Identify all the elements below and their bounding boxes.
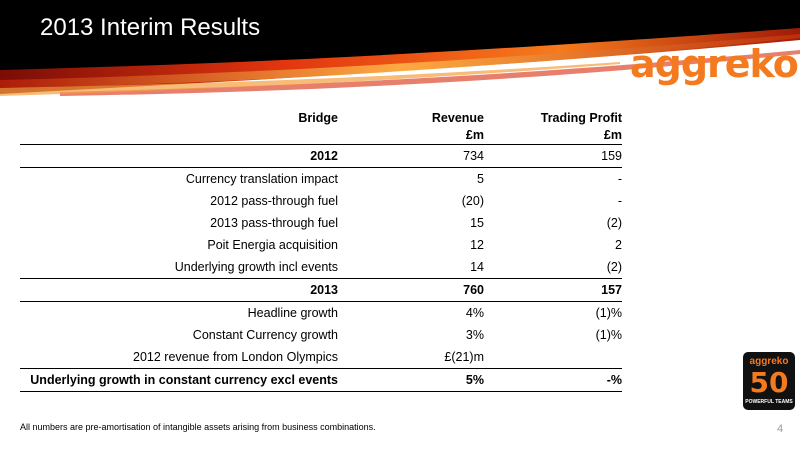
row-label: 2012 revenue from London Olympics <box>133 350 338 364</box>
row-label: 2012 pass-through fuel <box>210 194 338 208</box>
table-row <box>20 256 622 279</box>
anniversary-badge <box>743 352 795 410</box>
row-label: Underlying growth in constant currency excl events <box>20 369 344 392</box>
row-profit: (1)% <box>595 306 622 320</box>
row-revenue: 5% <box>344 369 484 392</box>
table-row <box>20 212 622 234</box>
row-label: Currency translation impact <box>185 172 338 186</box>
row-revenue: 734 <box>344 145 484 168</box>
table-row <box>20 190 622 212</box>
row-label: Constant Currency growth <box>192 328 338 342</box>
row-profit: (1)% <box>595 328 622 342</box>
row-revenue: 12 <box>470 238 484 252</box>
row-profit <box>484 346 622 369</box>
row-profit: (2) <box>606 260 622 274</box>
table-row <box>20 168 622 191</box>
row-profit: (2) <box>606 216 622 230</box>
header-revenue-label: Revenue <box>431 111 484 125</box>
header-banner <box>0 0 800 108</box>
row-revenue: 5 <box>477 172 484 186</box>
row-revenue: 4% <box>465 306 484 320</box>
row-profit: - <box>617 194 622 208</box>
table-row <box>20 279 622 302</box>
row-revenue: 15 <box>470 216 484 230</box>
table-row <box>20 324 622 346</box>
header-profit-unit: £m <box>603 128 622 142</box>
row-revenue: (20) <box>461 194 484 208</box>
row-label: 2013 pass-through fuel <box>210 216 338 230</box>
row-revenue: 760 <box>344 279 484 302</box>
table-row <box>20 302 622 325</box>
header-bridge: Bridge <box>20 108 344 145</box>
row-profit: -% <box>484 369 622 392</box>
aggreko-logo: aggreko <box>630 42 798 86</box>
row-label: 2012 <box>20 145 344 168</box>
header-profit-label: Trading Profit <box>540 111 622 125</box>
row-revenue: 3% <box>465 328 484 342</box>
row-profit: - <box>617 172 622 186</box>
row-profit: 157 <box>484 279 622 302</box>
badge-tagline: POWERFUL TEAMS <box>745 399 793 405</box>
row-revenue: £(21)m <box>444 350 484 364</box>
row-profit: 159 <box>484 145 622 168</box>
row-profit: 2 <box>615 238 622 252</box>
header-revenue-unit: £m <box>465 128 484 142</box>
table-row <box>20 346 622 369</box>
page-title: 2013 Interim Results <box>40 14 261 41</box>
badge-brand: aggreko <box>749 356 789 367</box>
table-header-row <box>20 108 622 145</box>
table-row <box>20 234 622 256</box>
table-row <box>20 369 622 392</box>
header-trading-profit <box>484 108 622 145</box>
row-label: Poit Energia acquisition <box>207 238 338 252</box>
table-row <box>20 145 622 168</box>
row-label: 2013 <box>20 279 344 302</box>
footnote: All numbers are pre-amortisation of intangible assets arising from business combinations. <box>20 422 376 432</box>
bridge-table <box>20 108 622 392</box>
badge-number: 50 <box>749 366 789 399</box>
row-label: Headline growth <box>247 306 338 320</box>
row-revenue: 14 <box>470 260 484 274</box>
header-revenue <box>344 108 484 145</box>
page-number: 4 <box>777 423 784 435</box>
row-label: Underlying growth incl events <box>174 260 338 274</box>
